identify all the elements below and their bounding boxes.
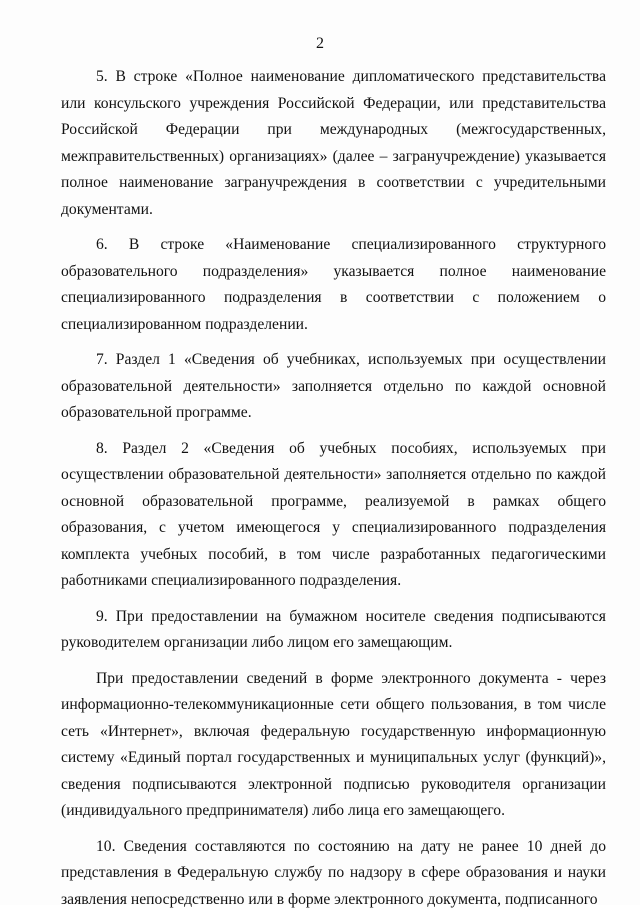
paragraph-electronic-document: При предоставлении сведений в форме электронного документа - через информационно-телекоммуникационные сети общего пользования, в том числе сеть «Интернет», включая федеральную государственную информационную систему «Единый портал государственных и муниципальных услуг (функций)», сведения подписываются электронной подписью руководителя организации (индивидуального предпринимателя) либо лица его замещающего. — [61, 666, 606, 825]
paragraph-item-6: 6. В строке «Наименование специализированного структурного образовательного подразделения» указывается полное наименование специализированного подразделения в соответствии с положением о специализированном подразделении. — [61, 232, 606, 338]
document-body — [61, 64, 606, 913]
paragraph-item-5: 5. В строке «Полное наименование дипломатического представительства или консульского учреждения Российской Федерации, или представительства Российской Федерации при международных (межгосударственных, межправительственных) организациях» (далее – загранучреждение) указывается полное наименование загранучреждения в соответствии с учредительными документами. — [61, 64, 606, 223]
paragraph-item-10: 10. Сведения составляются по состоянию на дату не ранее 10 дней до представления в Федеральную службу по надзору в сфере образования и науки заявления непосредственно или в форме электронного документа, подписанного — [61, 834, 606, 913]
paragraph-item-9: 9. При предоставлении на бумажном носителе сведения подписываются руководителем организации либо лицом его замещающим. — [61, 604, 606, 657]
paragraph-item-7: 7. Раздел 1 «Сведения об учебниках, используемых при осуществлении образовательной деятельности» заполняется отдельно по каждой основной образовательной программе. — [61, 347, 606, 427]
paragraph-item-8: 8. Раздел 2 «Сведения об учебных пособиях, используемых при осуществлении образовательной деятельности» заполняется отдельно по каждой основной образовательной программе, реализуемой в рамках общего образования, с учетом имеющегося у специализированного подразделения комплекта учебных пособий, в том числе разработанных педагогическими работниками специализированного подразделения. — [61, 436, 606, 595]
page-number: 2 — [0, 35, 640, 53]
